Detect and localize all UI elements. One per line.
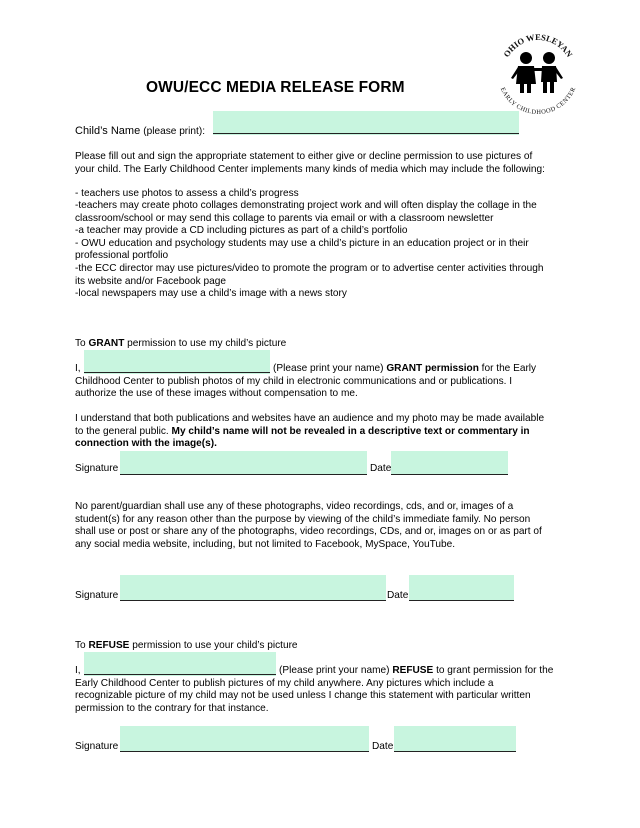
page-title: OWU/ECC MEDIA RELEASE FORM (146, 79, 405, 96)
grant-date-label: Date (370, 463, 392, 474)
children-silhouette-icon (494, 30, 582, 118)
svg-text:OHIO WESLEYAN (501, 32, 575, 60)
grant-i-label: I, (75, 363, 81, 374)
refuse-name-field[interactable] (84, 652, 276, 676)
refuse-heading: To REFUSE permission to use your child’s picture (75, 640, 298, 651)
grant-understand-2: to the general public. My child’s name will not be revealed in a descriptive text or commentary in (75, 426, 530, 437)
grant-date-underline (391, 474, 508, 475)
list-item: -the ECC director may use pictures/video to promote the program or to advertise center activities through (75, 263, 544, 274)
list-item: -a teacher may provide a CD including pictures as part of a child’s portfolio (75, 225, 408, 236)
child-name-label: Child’s Name (75, 125, 141, 137)
child-name-field[interactable] (213, 111, 519, 135)
grant-understand-3: connection with the image(s). (75, 438, 217, 449)
list-item: classroom/school or may send this collage to parents via email or with a classroom newsletter (75, 213, 494, 224)
grant-heading: To GRANT permission to use my child’s picture (75, 338, 287, 349)
logo-top-text: OHIO WESLEYAN (501, 31, 575, 59)
refuse-line-3: recognizable picture of my child may not be used unless I change this statement with particular written (75, 690, 531, 701)
list-item: - teachers use photos to assess a child’s progress (75, 188, 299, 199)
grant-date-field[interactable] (391, 451, 508, 475)
grant-signature-label: Signature (75, 463, 119, 474)
policy-signature-underline (120, 600, 386, 601)
policy-line-2: student(s) for any reason other than the purpose by viewing of the child’s immediate family. No person (75, 514, 531, 525)
grant-signature-underline (120, 474, 367, 475)
policy-signature-label: Signature (75, 590, 119, 601)
policy-signature-field[interactable] (120, 575, 386, 601)
refuse-line-1: (Please print your name) REFUSE to grant permission for the (279, 665, 554, 676)
refuse-signature-underline (120, 751, 369, 752)
refuse-line-4: permission to the contrary for that instance. (75, 703, 269, 714)
grant-line-2: Childhood Center to publish photos of my child in electronic communications and or publications. I (75, 376, 513, 387)
list-item: - OWU education and psychology students may use a child’s picture in an education project or in their (75, 238, 529, 249)
policy-date-label: Date (387, 590, 409, 601)
grant-name-underline (84, 372, 270, 373)
grant-line-3: authorize the use of these images without compensation to me. (75, 388, 358, 399)
refuse-i-label: I, (75, 665, 81, 676)
intro-line-2: your child. The Early Childhood Center implements many kinds of media which may include the following: (75, 164, 545, 175)
list-item: -teachers may create photo collages demonstrating project work and will often display the collage in the (75, 200, 537, 211)
policy-line-4: any social media website, including, but not limited to Facebook, MySpace, YouTube. (75, 539, 456, 550)
refuse-signature-field[interactable] (120, 726, 369, 752)
refuse-line-2: Early Childhood Center to publish pictures of my child anywhere. Any pictures which include a (75, 678, 494, 689)
refuse-date-field[interactable] (394, 726, 516, 752)
policy-line-3: shall use or post or share any of the photographs, video recordings, CDs, and or, images on or as part of (75, 526, 542, 537)
child-name-underline (213, 133, 519, 134)
refuse-name-underline (84, 674, 276, 675)
list-item: its website and/or Facebook page (75, 276, 226, 287)
policy-date-field[interactable] (409, 575, 514, 601)
refuse-signature-label: Signature (75, 741, 119, 752)
ecc-logo (494, 30, 582, 118)
grant-signature-field[interactable] (120, 451, 367, 475)
child-name-sublabel: (please print): (143, 126, 205, 137)
intro-line-1: Please fill out and sign the appropriate statement to either give or decline permission to use pictures of (75, 151, 533, 162)
refuse-date-label: Date (372, 741, 394, 752)
policy-date-underline (409, 600, 514, 601)
list-item: professional portfolio (75, 250, 169, 261)
list-item: -local newspapers may use a child’s image with a news story (75, 288, 347, 299)
refuse-date-underline (394, 751, 516, 752)
grant-line-1: (Please print your name) GRANT permission for the Early (273, 363, 537, 374)
logo-bottom-text: EARLY CHILDHOOD CENTER (498, 86, 578, 117)
grant-name-field[interactable] (84, 350, 270, 374)
policy-line-1: No parent/guardian shall use any of these photographs, video recordings, cds, and or, images of a (75, 501, 514, 512)
grant-understand-1: I understand that both publications and websites have an audience and my photo may be made available (75, 413, 545, 424)
